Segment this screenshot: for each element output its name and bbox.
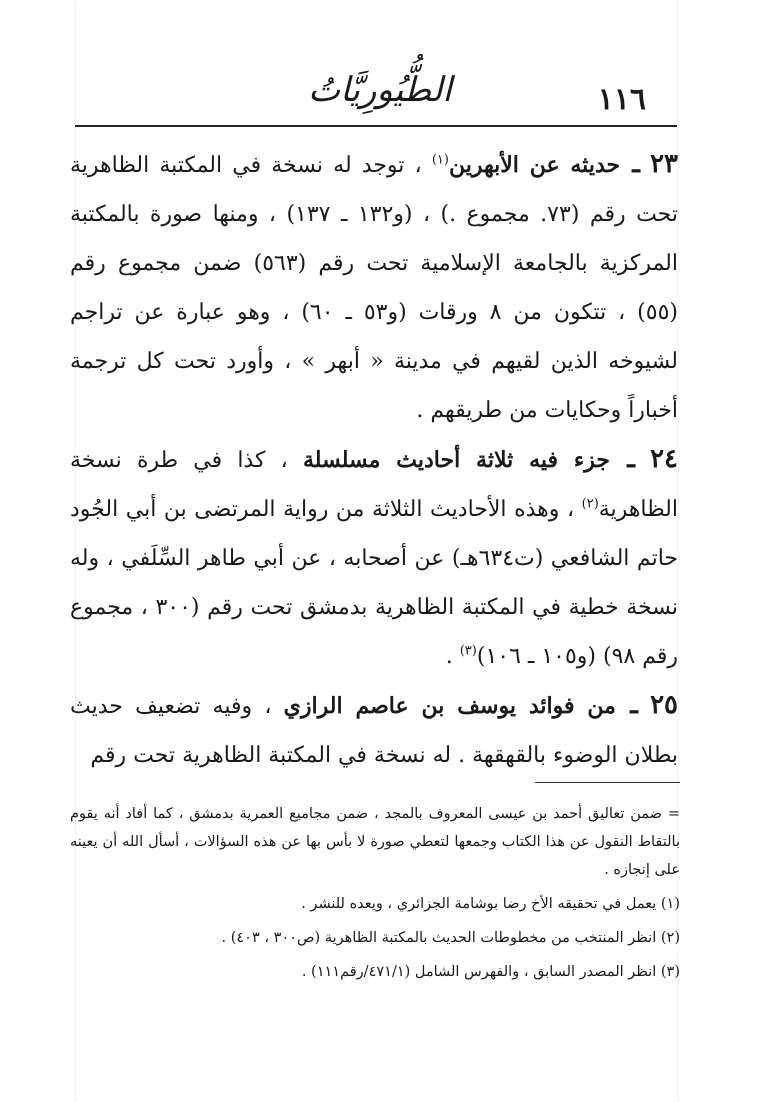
entry-body: ، وفيه تضعيف حديث بطلان الوضوء بالقهقهة . له نسخة في المكتبة الظاهرية تحت رقم xyxy=(70,694,678,768)
entry-body: ، توجد له نسخة في المكتبة الظاهرية تحت رقم (٧٣. مجموع .) ، (و١٣٢ ـ ١٣٧) ، ومنها صورة بالمكتبة المركزية بالجامعة الإسلامية تحت رقم (٥٦٣) ضمن مجموع رقم (٥٥) ، تتكون من ٨ ورقات (و٥٣ ـ ٦٠) ، وهو عبارة عن تراجم لشيوخه الذين لقيهم في مدينة « أبهر » ، وأورد تحت كل ترجمة أخباراً وحكايات من طريقهم . xyxy=(70,153,679,423)
running-title: الطُّيُورِيَّاتُ xyxy=(308,70,452,110)
footnote-ref: (٣) xyxy=(459,643,477,659)
entry-24: ٢٤ ـ جزء فيه ثلاثة أحاديث مسلسلة ، كذا في طرة نسخة الظاهرية$^{(٢)}$ ، وهذه الأحاديث الثلاثة من رواية المرتضى بن أبي الجُود حاتم الشافعي (ت٦٣٤هـ) عن أصحابه ، عن أبي طاهر السِّلَفي ، وله نسخة خطية في المكتبة الظاهرية بدمشق تحت رقم (٣٠٠ ، مجموع رقم ٩٨) (و١٠٥ ـ ١٠٦)$^{(٣)}$ . xyxy=(70,444,678,669)
entry-number: ٢٥ xyxy=(650,690,679,720)
footnote-2 xyxy=(70,924,680,952)
entry-body: ، وهذه الأحاديث الثلاثة من رواية المرتضى بن أبي الجُود حاتم الشافعي (ت٦٣٤هـ) عن أصحابه ، عن أبي طاهر السِّلَفي ، وله نسخة خطية في المكتبة الظاهرية بدمشق تحت رقم (٣٠٠ ، مجموع رقم ٩٨) (و١٠٥ ـ ١٠٦) xyxy=(70,497,678,669)
entry-body: ، كذا في طرة نسخة الظاهرية xyxy=(70,448,678,522)
footnotes xyxy=(70,800,680,986)
footnote-marker: (٣) xyxy=(660,964,680,980)
footnote-rule xyxy=(535,782,680,783)
footnote-text: يعمل في تحقيقه الأخ رضا بوشامة الجزائري ، ويعده للنشر . xyxy=(301,896,657,912)
header-rule xyxy=(75,125,677,127)
entry-body: . xyxy=(445,644,460,669)
footnote-marker: (٢) xyxy=(660,930,680,946)
footnote-1 xyxy=(70,890,680,918)
footnote-text: انظر المنتخب من مخطوطات الحديث بالمكتبة الظاهرية (ص٣٠٠ ، ٤٠٣) . xyxy=(221,930,657,946)
entry-title: جزء فيه ثلاثة أحاديث مسلسلة xyxy=(303,447,610,473)
entry-number: ٢٣ xyxy=(650,149,679,179)
entry-23: ٢٣ ـ حديثه عن الأبهرين$^{(١)}$ ، توجد له نسخة في المكتبة الظاهرية تحت رقم (٧٣. مجموع .) ، (و١٣٢ ـ ١٣٧) ، ومنها صورة بالمكتبة المركزية بالجامعة الإسلامية تحت رقم (٥٦٣) ضمن مجموع رقم (٥٥) ، تتكون من ٨ ورقات (و٥٣ ـ ٦٠) ، وهو عبارة عن تراجم لشيوخه الذين لقيهم في مدينة « أبهر » ، وأورد تحت كل ترجمة أخباراً وحكايات من طريقهم . xyxy=(70,149,679,423)
entry-title: حديثه عن الأبهرين xyxy=(448,152,621,178)
footnote-ref: (٢) xyxy=(581,496,599,512)
entry-number: ٢٤ xyxy=(650,444,678,474)
entry-title: من فوائد يوسف بن عاصم الرازي xyxy=(283,693,616,719)
page-number: ١١٦ xyxy=(597,82,646,117)
main-text xyxy=(70,140,678,780)
footnote-ref: (١) xyxy=(431,152,449,168)
footnote-3 xyxy=(70,958,680,986)
footnote-text: انظر المصدر السابق ، والفهرس الشامل (٤٧١/١/رقم١١١) . xyxy=(301,964,657,980)
page-header xyxy=(70,70,680,120)
footnote-continuation: = ضمن تعاليق أحمد بن عيسى المعروف بالمجد ، ضمن مجاميع العمرية بدمشق ، كما أفاد أنه يقوم بالتقاط النقول عن هذا الكتاب وجمعها لتعطي صورة لا بأس بها عن هذه السؤالات ، أسأل الله أن يعينه على إنجازه . xyxy=(70,806,680,878)
footnote-marker: (١) xyxy=(660,896,680,912)
entry-25: ٢٥ ـ من فوائد يوسف بن عاصم الرازي ، وفيه تضعيف حديث بطلان الوضوء بالقهقهة . له نسخة في المكتبة الظاهرية تحت رقم xyxy=(70,690,679,768)
